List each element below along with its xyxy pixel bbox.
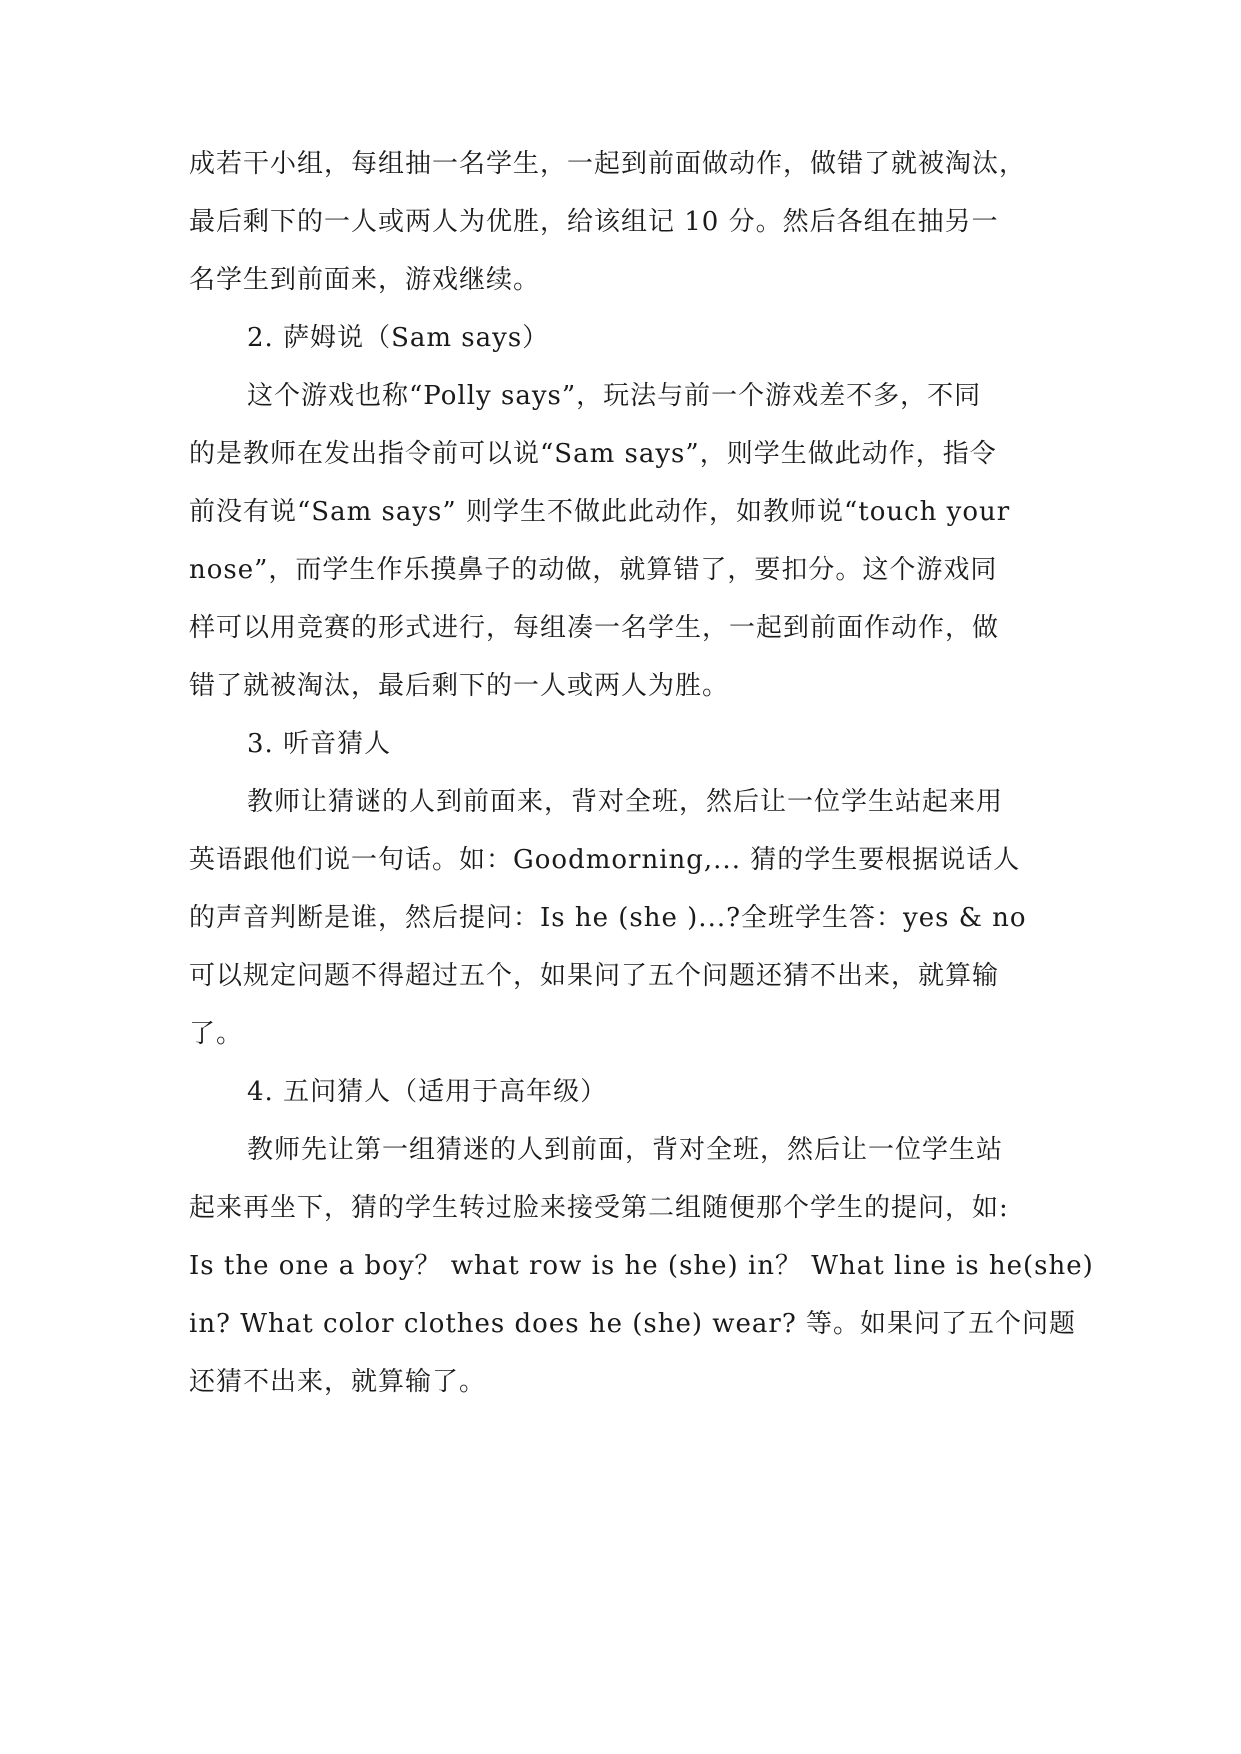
section-heading: 4. 五问猜人（适用于高年级） [247, 1077, 608, 1107]
paragraph-line: 还猜不出来，就算输了。 [189, 1367, 487, 1397]
paragraph-line: 教师让猜谜的人到前面来，背对全班，然后让一位学生站起来用 [247, 787, 1004, 817]
paragraph-line: 这个游戏也称“Polly says”，玩法与前一个游戏差不多，不同 [247, 381, 982, 411]
paragraph-line: 名学生到前面来，游戏继续。 [189, 265, 541, 295]
paragraph-line: 样可以用竞赛的形式进行，每组凑一名学生，一起到前面作动作，做 [189, 613, 1000, 643]
paragraph-line: 的声音判断是谁，然后提问：Is he (she )...?全班学生答：yes & no [189, 903, 1027, 933]
paragraph-line: 最后剩下的一人或两人为优胜，给该组记 10 分。然后各组在抽另一 [189, 207, 999, 237]
paragraph-line: 教师先让第一组猜迷的人到前面，背对全班，然后让一位学生站 [247, 1135, 1004, 1165]
paragraph-line: in? What color clothes does he (she) wear? 等。如果问了五个问题 [189, 1309, 1077, 1339]
paragraph-line: 前没有说“Sam says” 则学生不做此此动作，如教师说“touch your [189, 497, 1011, 527]
paragraph-line: 可以规定问题不得超过五个，如果问了五个问题还猜不出来，就算输 [189, 961, 1000, 991]
paragraph-line: 错了就被淘汰，最后剩下的一人或两人为胜。 [189, 671, 730, 701]
section-heading: 2. 萨姆说（Sam says） [247, 323, 550, 353]
paragraph-line: 了。 [189, 1019, 244, 1049]
paragraph-line: 成若干小组，每组抽一名学生，一起到前面做动作，做错了就被淘汰， [189, 149, 1027, 179]
paragraph-line: Is the one a boy？ what row is he (she) in？ What line is he(she) [189, 1251, 1094, 1281]
paragraph-line: 的是教师在发出指令前可以说“Sam says”，则学生做此动作，指令 [189, 439, 997, 469]
paragraph-line: 英语跟他们说一句话。如：Goodmorning,... 猜的学生要根据说话人 [189, 845, 1021, 875]
paragraph-line: nose”，而学生作乐摸鼻子的动做，就算错了，要扣分。这个游戏同 [189, 555, 998, 585]
section-heading: 3. 听音猜人 [247, 729, 392, 759]
paragraph-line: 起来再坐下，猜的学生转过脸来接受第二组随便那个学生的提问，如: [189, 1193, 1009, 1223]
